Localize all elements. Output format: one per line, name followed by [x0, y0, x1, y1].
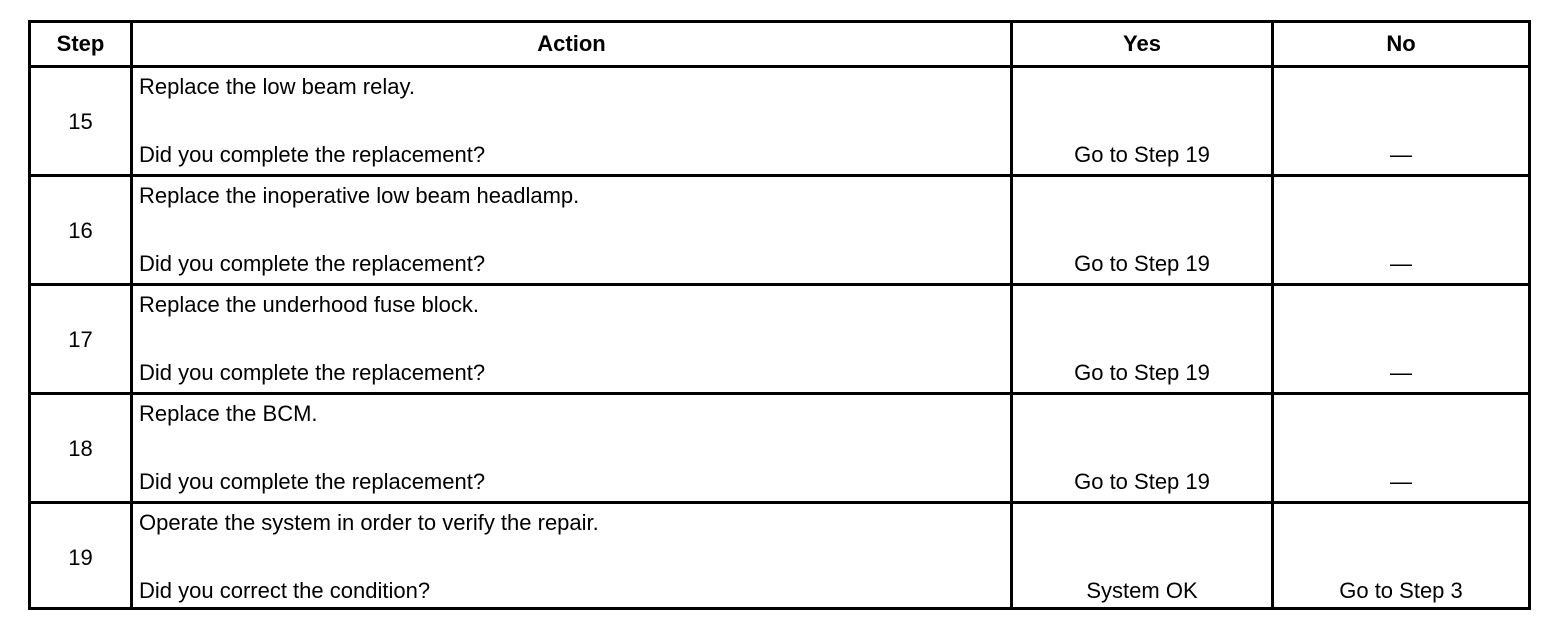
no-result: — [1390, 142, 1412, 167]
action-question: Did you complete the replacement? [139, 469, 486, 494]
yes-result: System OK [1086, 578, 1198, 603]
yes-result: Go to Step 19 [1074, 469, 1210, 494]
table-row [31, 504, 1528, 607]
action-text: Replace the low beam relay. [139, 74, 415, 99]
no-cell [1274, 177, 1528, 283]
table-row [31, 68, 1528, 177]
no-result: — [1390, 360, 1412, 385]
action-text: Replace the inoperative low beam headlamp. [139, 183, 580, 208]
header-action: Action [133, 23, 1013, 65]
action-text: Replace the underhood fuse block. [139, 292, 480, 317]
yes-result: Go to Step 19 [1074, 142, 1210, 167]
step-cell [31, 395, 133, 501]
step-number: 17 [68, 327, 93, 352]
step-number: 19 [68, 545, 93, 570]
action-text: Replace the BCM. [139, 401, 318, 426]
action-question: Did you complete the replacement? [139, 360, 486, 385]
diagnostic-table [28, 20, 1531, 610]
table-row [31, 177, 1528, 286]
action-question: Did you complete the replacement? [139, 142, 486, 167]
action-cell [133, 68, 1013, 174]
no-cell [1274, 395, 1528, 501]
action-question: Did you complete the replacement? [139, 251, 486, 276]
no-result: — [1390, 469, 1412, 494]
yes-cell [1013, 177, 1274, 283]
table-header [31, 23, 1528, 68]
table-row [31, 286, 1528, 395]
action-question: Did you correct the condition? [139, 578, 431, 603]
step-cell [31, 504, 133, 607]
no-cell [1274, 68, 1528, 174]
action-cell [133, 504, 1013, 607]
yes-cell [1013, 286, 1274, 392]
header-step: Step [31, 23, 133, 65]
step-number: 16 [68, 218, 93, 243]
step-cell [31, 177, 133, 283]
yes-result: Go to Step 19 [1074, 360, 1210, 385]
action-text: Operate the system in order to verify the repair. [139, 510, 599, 535]
no-result: — [1390, 251, 1412, 276]
step-cell [31, 68, 133, 174]
step-number: 15 [68, 109, 93, 134]
header-no: No [1386, 31, 1416, 56]
yes-cell [1013, 395, 1274, 501]
action-cell [133, 286, 1013, 392]
step-number: 18 [68, 436, 93, 461]
yes-cell [1013, 68, 1274, 174]
no-result: Go to Step 3 [1339, 578, 1463, 603]
step-cell [31, 286, 133, 392]
yes-result: Go to Step 19 [1074, 251, 1210, 276]
header-yes: Yes [1013, 23, 1274, 65]
action-cell [133, 395, 1013, 501]
table-row [31, 395, 1528, 504]
no-cell [1274, 504, 1528, 607]
action-cell [133, 177, 1013, 283]
yes-cell [1013, 504, 1274, 607]
no-cell [1274, 286, 1528, 392]
